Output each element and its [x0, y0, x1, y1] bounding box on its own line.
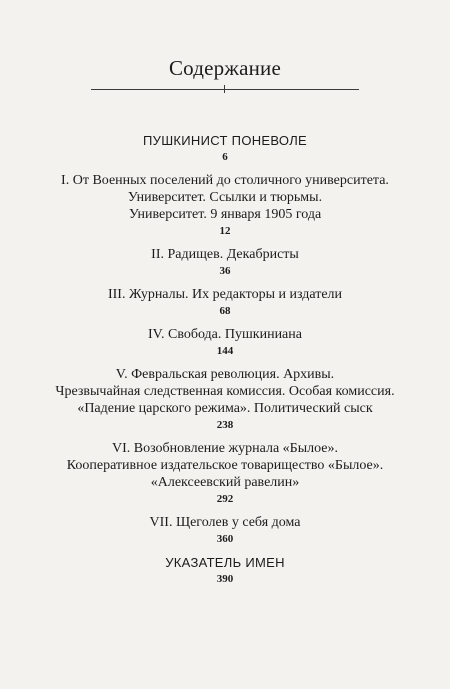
title-divider-tick [224, 85, 225, 93]
toc-entry-title-line: «Падение царского режима». Политический сыск [77, 401, 373, 416]
toc-entry-page-number: 238 [216, 419, 234, 431]
toc-entry-page-number: 36 [219, 265, 231, 277]
toc-entry-title-line: I. От Военных поселений до столичного университета. [61, 173, 389, 188]
toc-entry-title-line: Чрезвычайная следственная комиссия. Особая комиссия. [55, 384, 395, 399]
toc-entry [0, 554, 450, 586]
toc-entry-page-number: 68 [219, 305, 231, 317]
toc-entry-title-line: V. Февральская революция. Архивы. [115, 367, 335, 382]
toc-entry [0, 440, 450, 506]
toc-entry-title-line: VII. Щеголев у себя дома [149, 515, 301, 530]
toc-entry-title-line: Университет. Ссылки и тюрьмы. [127, 190, 323, 205]
title-divider [91, 89, 359, 90]
toc-entry-title-line: IV. Свобода. Пушкиниана [148, 327, 302, 342]
toc-entry-title-line: II. Радищев. Декабристы [151, 247, 299, 262]
toc-entry [0, 514, 450, 546]
toc-entry [0, 132, 450, 164]
toc-entry-title-line: III. Журналы. Их редакторы и издатели [107, 287, 343, 302]
toc-entry-title-line: VI. Возобновление журнала «Былое». [111, 441, 339, 456]
toc-entry-page-number: 12 [219, 225, 231, 237]
toc-entry-title-line: Кооперативное издательское товарищество «Былое». [66, 458, 384, 473]
toc-entry-title-line: УКАЗАТЕЛЬ ИМЕН [165, 555, 285, 570]
toc-entry-title-line: ПУШКИНИСТ ПОНЕВОЛЕ [143, 133, 307, 148]
toc-entry-page-number: 292 [216, 493, 234, 505]
toc-entry [0, 172, 450, 238]
toc-entry-title-line: «Алексеевский равелин» [150, 475, 300, 490]
toc-entry [0, 286, 450, 318]
page-title: Содержание [168, 56, 282, 80]
toc-entry-page-number: 360 [216, 533, 234, 545]
toc-entry [0, 246, 450, 278]
toc-entry [0, 326, 450, 358]
toc-entry [0, 366, 450, 432]
toc-entry-page-number: 390 [216, 573, 234, 585]
table-of-contents [0, 132, 450, 586]
toc-entry-page-number: 6 [222, 151, 228, 163]
toc-entry-title-line: Университет. 9 января 1905 года [128, 207, 322, 222]
toc-entry-page-number: 144 [216, 345, 234, 357]
